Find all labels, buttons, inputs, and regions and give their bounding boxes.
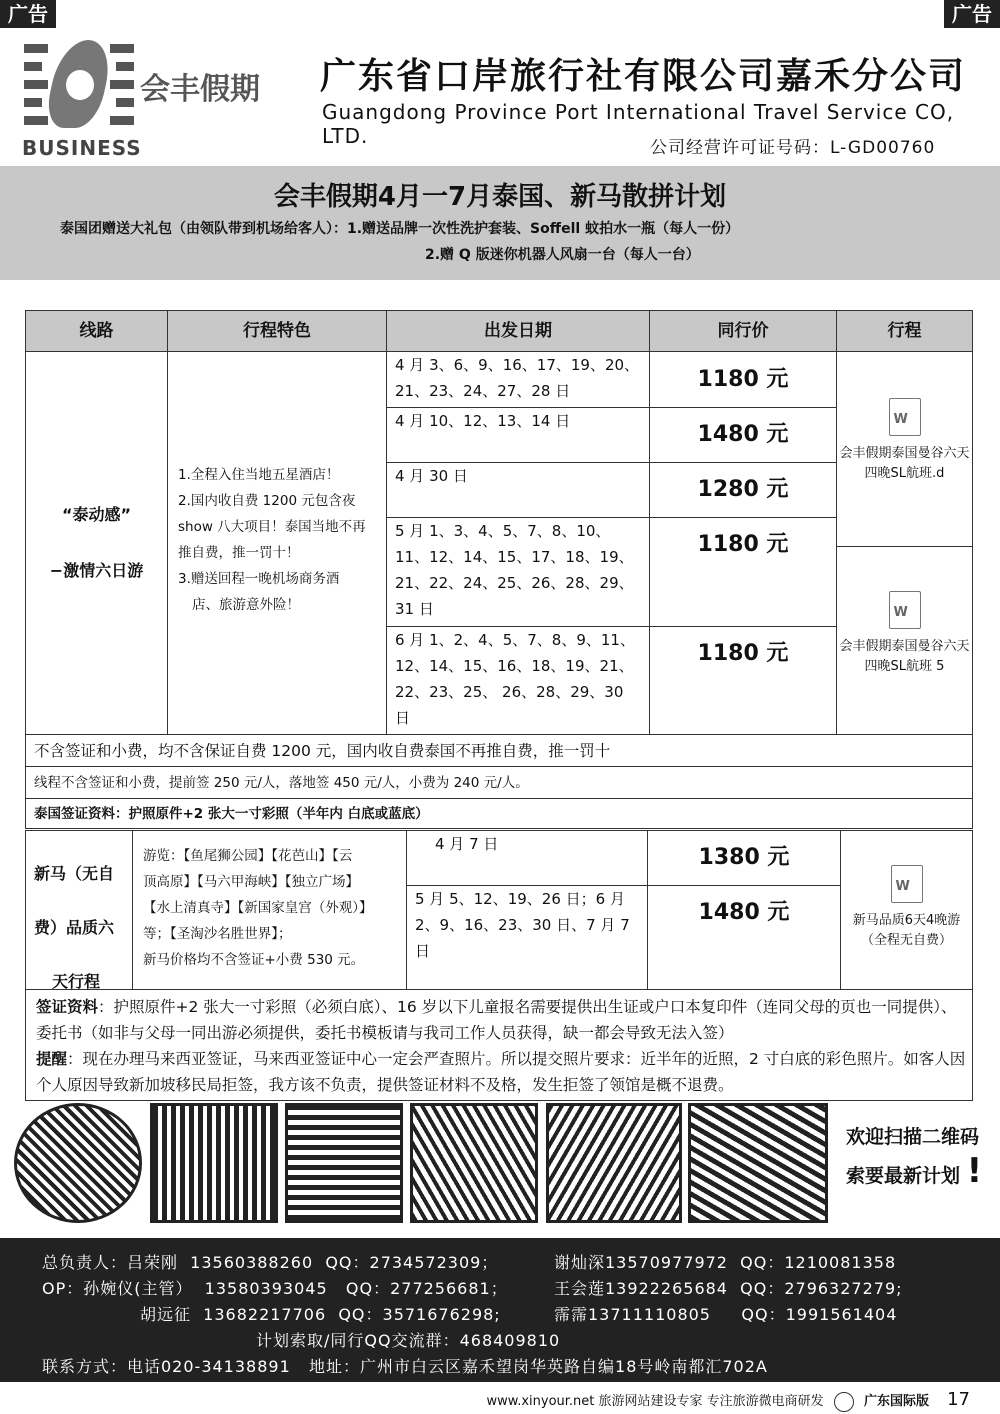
thai-price-3: 1280 元 bbox=[649, 462, 837, 518]
thai-itinerary-1-label: 会丰假期泰国曼谷六天四晚SL航班.d bbox=[839, 446, 970, 481]
qq-group: 计划索取/同行QQ交流群：468409810 bbox=[256, 1331, 561, 1350]
site-text: www.xinyour.net 旅游网站建设专家 专注旅游微电商研发 bbox=[486, 1394, 824, 1409]
page-footer bbox=[487, 1389, 971, 1412]
thai-itinerary-1[interactable] bbox=[836, 351, 973, 547]
qr-code[interactable] bbox=[410, 1103, 538, 1223]
ad-tag-right: 广告 bbox=[944, 0, 1000, 28]
thai-feature-line: 2.国内收自费 1200 元包含夜 bbox=[178, 493, 356, 509]
qr-code[interactable] bbox=[14, 1103, 142, 1223]
xinma-dates-2: 5 月 5、12、19、26 日；6 月 2、9、16、23、30 日、7 月 7 日 bbox=[406, 885, 648, 990]
company-name-cn: 广东省口岸旅行社有限公司嘉禾分公司 bbox=[320, 56, 967, 97]
thai-features bbox=[167, 351, 387, 735]
xinma-route-line: 费）品质六 bbox=[34, 918, 115, 937]
xinma-features bbox=[132, 830, 407, 990]
thai-dates-1: 4 月 3、6、9、16、17、19、20、21、23、24、27、28 日 bbox=[386, 351, 650, 408]
xinma-feature-line: 【水上清真寺】【新国家皇宫（外观）】 bbox=[143, 900, 373, 916]
address-line: 联系方式：电话020-34138891 地址：广州市白云区嘉禾望岗华英路自编18号岭南都汇702A bbox=[42, 1357, 768, 1376]
qr-code[interactable] bbox=[285, 1103, 403, 1223]
thai-feature-line: 店、旅游意外险！ bbox=[192, 597, 300, 613]
col-header-itinerary: 行程 bbox=[836, 310, 973, 352]
thai-itinerary-2[interactable] bbox=[836, 546, 973, 735]
gift-line-1: 泰国团赠送大礼包（由领队带到机场给客人）：1.赠送品牌一次性洗护套装、Soffell 蚊拍水一瓶（每人一份） bbox=[60, 221, 740, 237]
thai-price-1: 1180 元 bbox=[649, 351, 837, 408]
xinma-itinerary-label: 新马品质6天4晚游（全程无自费） bbox=[852, 913, 961, 948]
edition-logo bbox=[834, 1392, 854, 1412]
xinma-route bbox=[25, 830, 133, 990]
xinma-feature-line: 新马价格均不含签证+小费 530 元。 bbox=[143, 952, 365, 968]
thai-feature-line: 推自费，推一罚十！ bbox=[178, 545, 300, 561]
xinma-route-line: 天行程 bbox=[52, 972, 101, 991]
col-header-features: 行程特色 bbox=[167, 310, 387, 352]
contact-line: 胡远征 13682217706 QQ：3571676298; bbox=[140, 1305, 501, 1324]
thai-dates-3: 4 月 30 日 bbox=[386, 462, 650, 518]
qr-caption bbox=[846, 1120, 982, 1193]
xinma-itinerary[interactable] bbox=[840, 830, 973, 990]
thai-feature-line: 1.全程入住当地五星酒店！ bbox=[178, 467, 340, 483]
contact-line: 总负责人：吕荣刚 13560388260 QQ：2734572309； bbox=[42, 1253, 499, 1272]
col-header-route: 线路 bbox=[25, 310, 168, 352]
contact-line: 王会莲13922265684 QQ：2796327279; bbox=[554, 1279, 903, 1298]
thai-itinerary-2-label: 会丰假期泰国曼谷六天四晚SL航班 5 bbox=[839, 639, 970, 674]
thai-price-5: 1180 元 bbox=[649, 626, 837, 735]
company-logo bbox=[24, 40, 134, 132]
thai-dates-2: 4 月 10、12、13、14 日 bbox=[386, 407, 650, 463]
contact-line: 谢灿深13570977972 QQ：1210081358 bbox=[554, 1253, 897, 1272]
banner-title: 会丰假期4月一7月泰国、新马散拼计划 bbox=[273, 182, 727, 212]
visa-info bbox=[25, 989, 973, 1101]
logo-word: BUSINESS bbox=[22, 136, 142, 160]
col-header-dates: 出发日期 bbox=[386, 310, 650, 352]
qr-code[interactable] bbox=[150, 1103, 278, 1223]
thai-note-2: 线程不含签证和小费，提前签 250 元/人，落地签 450 元/人，小费为 240 元/人。 bbox=[25, 766, 973, 799]
contact-footer bbox=[0, 1238, 1000, 1382]
contact-line: 霈霈13711110805 QQ：1991561404 bbox=[554, 1305, 898, 1324]
word-doc-icon bbox=[889, 591, 921, 629]
xinma-price-1: 1380 元 bbox=[647, 830, 841, 886]
xinma-feature-line: 等；【圣淘沙名胜世界】； bbox=[143, 926, 292, 942]
thai-feature-line: show 八大项目！泰国当地不再 bbox=[178, 519, 366, 535]
remind-label: 提醒 bbox=[36, 1050, 68, 1068]
thai-route-line1: “泰动感” bbox=[61, 505, 132, 524]
thai-route-line2: −激情六日游 bbox=[49, 561, 144, 580]
gift-line-2: 2.赠 Q 版迷你机器人风扇一台（每人一台） bbox=[425, 247, 700, 263]
qr-caption-line2: 索要最新计划 ! bbox=[846, 1151, 983, 1191]
page-number: 17 bbox=[947, 1389, 970, 1410]
thai-note-1: 不含签证和小费，均不含保证自费 1200 元，国内收自费泰国不再推自费，推一罚十 bbox=[25, 734, 973, 767]
thai-dates-5: 6 月 1、2、4、5、7、8、9、11、12、14、15、16、18、19、21、22、23、25、 26、28、29、30 日 bbox=[386, 626, 650, 735]
visa-label: 签证资料 bbox=[36, 998, 99, 1016]
edition-label: 广东国际版 bbox=[863, 1394, 929, 1409]
thai-dates-4: 5 月 1、3、4、5、7、8、10、11、12、14、15、17、18、19、21、22、24、25、26、28、29、31 日 bbox=[386, 517, 650, 627]
thai-visa-note: 泰国签证资料：护照原件+2 张大一寸彩照（半年内 白底或蓝底） bbox=[25, 798, 973, 829]
xinma-feature-line: 游览：【鱼尾狮公园】【花芭山】【云 bbox=[143, 848, 353, 864]
thai-route bbox=[25, 351, 168, 735]
thai-price-4: 1180 元 bbox=[649, 517, 837, 627]
company-name-en: Guangdong Province Port International Travel Service CO, LTD. bbox=[322, 100, 955, 148]
xinma-dates-1: 4 月 7 日 bbox=[406, 830, 648, 886]
qr-code[interactable] bbox=[546, 1103, 682, 1223]
remind-text: ：现在办理马来西亚签证，马来西亚签证中心一定会严查照片。所以提交照片要求：近半年的近照，2 寸白底的彩色照片。如客人因个人原因导致新加坡移民局拒签，我方该不负责，提供签证材料不及格，发生拒签了领馆是概不退费。 bbox=[36, 1050, 966, 1094]
thai-price-2: 1480 元 bbox=[649, 407, 837, 463]
word-doc-icon bbox=[889, 398, 921, 436]
qr-code[interactable] bbox=[688, 1103, 828, 1223]
xinma-price-2: 1480 元 bbox=[647, 885, 841, 990]
brand-name: 会丰假期 bbox=[140, 72, 260, 107]
qr-caption-line1: 欢迎扫描二维码 bbox=[846, 1126, 980, 1148]
thai-feature-line: 3.赠送回程一晚机场商务酒 bbox=[178, 571, 340, 587]
word-doc-icon bbox=[891, 865, 923, 903]
visa-text: ：护照原件+2 张大一寸彩照（必须白底）、16 岁以下儿童报名需要提供出生证或户口本复印件（连同父母的页也一同提供）、委托书（如非与父母一同出游必须提供，委托书模板请与我司工作人员获得，缺一都会导致无法入签） bbox=[36, 998, 957, 1042]
ad-tag-left: 广告 bbox=[0, 0, 56, 28]
license-number: 公司经营许可证号码：L-GD00760 bbox=[650, 138, 936, 158]
xinma-route-line: 新马（无自 bbox=[34, 864, 115, 883]
xinma-feature-line: 顶高原】【马六甲海峡】【独立广场】 bbox=[143, 874, 359, 890]
col-header-price: 同行价 bbox=[649, 310, 837, 352]
contact-line: OP：孙婉仪(主管） 13580393045 QQ：277256681； bbox=[42, 1279, 508, 1298]
